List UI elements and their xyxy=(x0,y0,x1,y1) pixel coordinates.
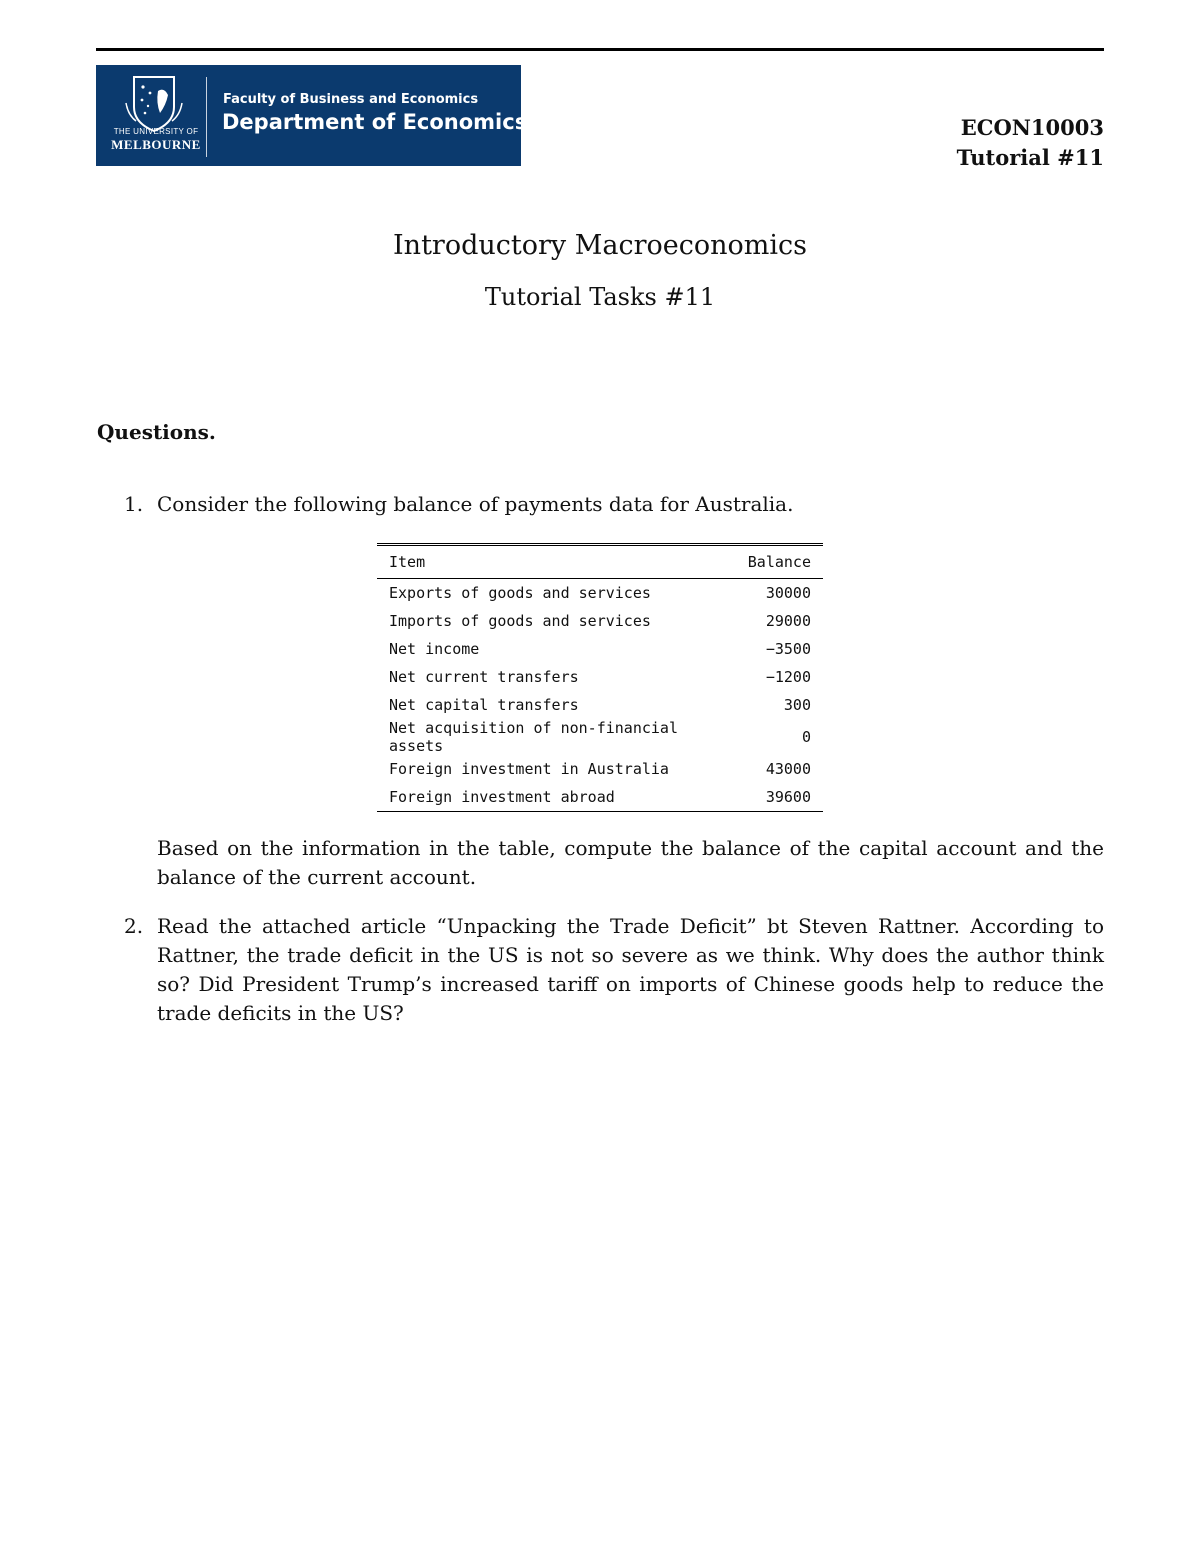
question-followup: Based on the information in the table, compute the balance of the capital account and the balance of the current account. xyxy=(157,836,1104,889)
table-row xyxy=(377,755,823,783)
balance-cell: 39600 xyxy=(736,783,823,812)
balance-cell: 43000 xyxy=(765,760,811,778)
questions-heading: Questions. xyxy=(97,420,216,444)
balance-cell: 30000 xyxy=(765,584,811,602)
question-number: 2. xyxy=(124,914,144,938)
item-cell: Net capital transfers xyxy=(389,696,579,714)
course-code: ECON10003 xyxy=(960,115,1104,140)
question-text: Read the attached article “Unpacking the Trade Deficit” bt Steven Rattner. According to Rattner, the trade deficit in the US is not so severe as we think. Why does the author think so? Did President Trump’s increased tariff on imports of Chinese goods help to reduce the trade deficits in the US? xyxy=(157,914,1104,1025)
table-row xyxy=(377,691,823,719)
balance-cell: −1200 xyxy=(765,668,811,686)
balance-cell: 29000 xyxy=(765,612,811,630)
university-logo xyxy=(96,65,528,166)
balance-cell: 300 xyxy=(783,696,811,714)
top-rule xyxy=(96,48,1104,51)
balance-of-payments-table xyxy=(377,543,823,812)
table-row xyxy=(377,783,823,812)
item-cell: Foreign investment in Australia xyxy=(389,760,669,778)
item-cell: Net income xyxy=(389,640,480,658)
balance-cell: 0 xyxy=(801,728,811,746)
department-name: Department of Economics xyxy=(222,110,528,134)
university-name-line1: THE UNIVERSITY OF xyxy=(113,127,199,136)
table-row xyxy=(377,663,823,691)
question-intro: Consider the following balance of payments data for Australia. xyxy=(157,492,794,516)
page-title: Introductory Macroeconomics xyxy=(393,230,807,261)
item-cell: Foreign investment abroad xyxy=(377,783,736,812)
table-row xyxy=(377,579,823,608)
logo-divider xyxy=(206,77,207,157)
column-header-item: Item xyxy=(377,545,736,579)
table-row xyxy=(377,635,823,663)
table-header-row xyxy=(377,545,823,579)
table-row xyxy=(377,719,823,755)
question-number: 1. xyxy=(124,492,144,516)
item-cell: Net acquisition of non-financial assets xyxy=(389,719,678,755)
faculty-name: Faculty of Business and Economics xyxy=(223,92,479,107)
page-subtitle: Tutorial Tasks #11 xyxy=(484,283,716,311)
item-cell: Net current transfers xyxy=(389,668,579,686)
column-header-balance: Balance xyxy=(736,545,823,579)
table-row xyxy=(377,607,823,635)
item-cell: Exports of goods and services xyxy=(389,584,651,602)
balance-cell: −3500 xyxy=(765,640,811,658)
tutorial-number: Tutorial #11 xyxy=(956,145,1104,170)
item-cell: Imports of goods and services xyxy=(389,612,651,630)
university-name-line2: MELBOURNE xyxy=(111,137,201,152)
